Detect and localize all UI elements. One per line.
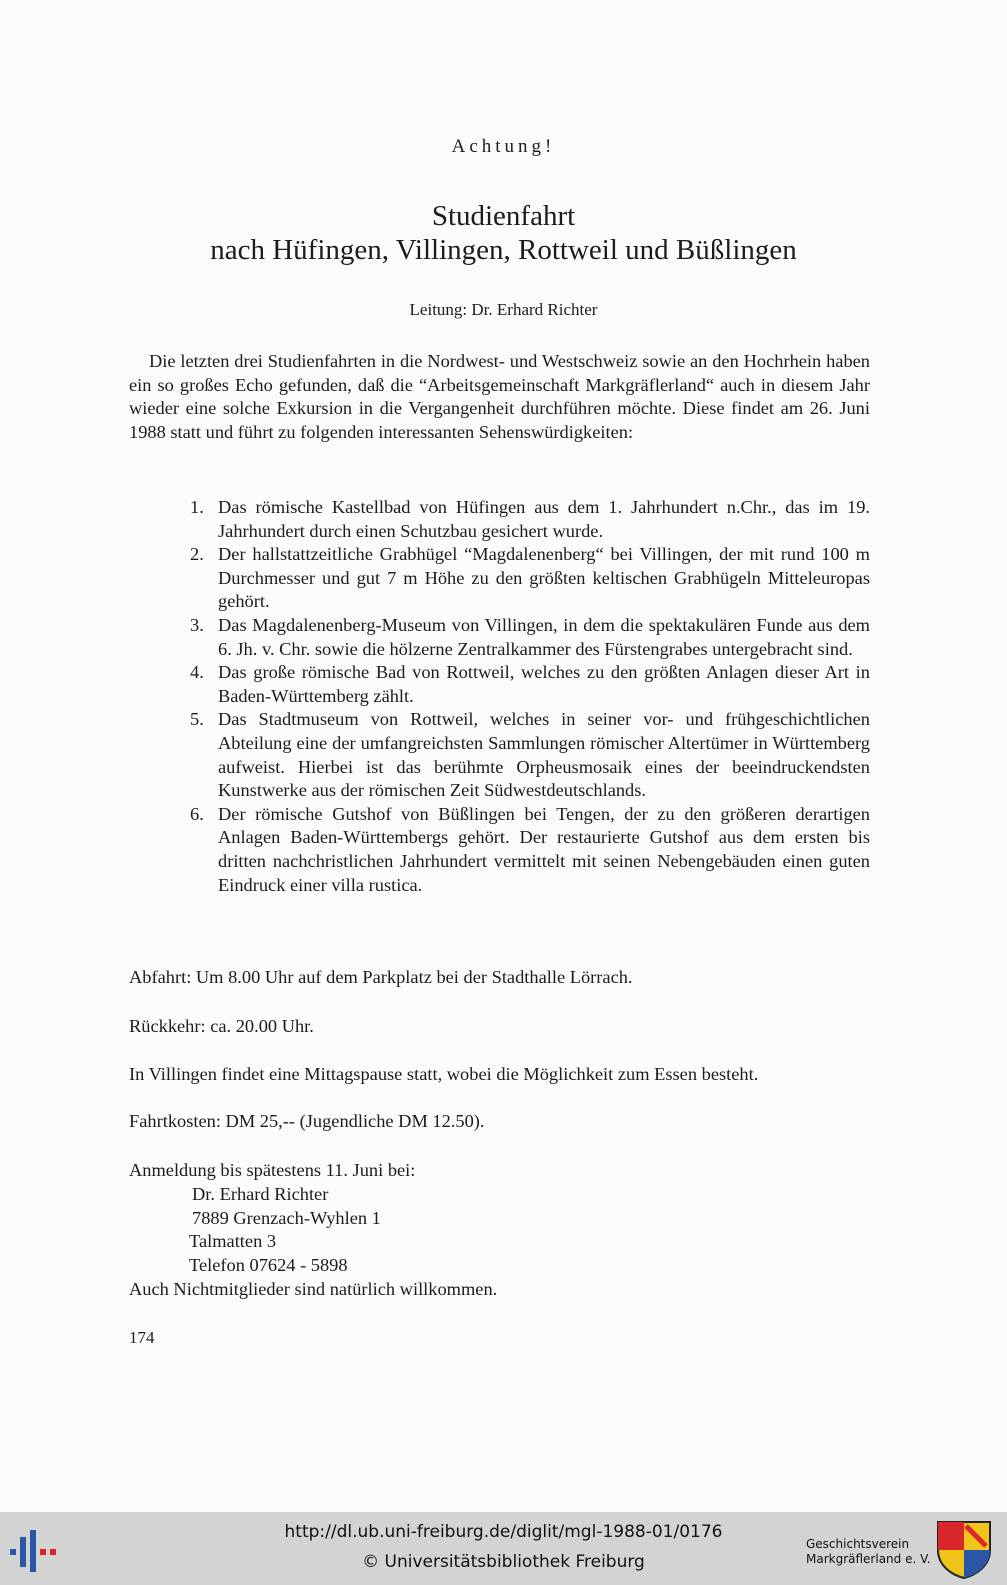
list-item-number: 4. [190, 662, 204, 683]
address-name: Dr. Erhard Richter [192, 1184, 329, 1204]
list-item [0, 803, 1007, 897]
list-item-number: 2. [190, 544, 204, 565]
list-item-number: 6. [190, 803, 204, 824]
costs-info: Fahrtkosten: DM 25,-- (Jugendliche DM 12.50). [129, 1111, 485, 1131]
departure-info: Abfahrt: Um 8.00 Uhr auf dem Parkplatz bei der Stadthalle Lörrach. [129, 967, 633, 987]
list-item-number: 5. [190, 709, 204, 730]
tour-leader: Leitung: Dr. Erhard Richter [409, 300, 598, 319]
sights-list [0, 496, 1007, 897]
list-item [0, 708, 1007, 802]
society-name-line2: Markgräflerland e. V. [806, 1552, 931, 1566]
list-item-text: Das römische Kastellbad von Hüfingen aus dem 1. Jahrhundert n.Chr., das im 19. Jahrhundert durch einen Schutzbau gesichert wurde. [218, 497, 870, 541]
list-item [0, 614, 1007, 661]
registration-info: Anmeldung bis spätestens 11. Juni bei: [129, 1160, 416, 1180]
address-street: Talmatten 3 [189, 1231, 277, 1251]
list-item-number: 1. [190, 497, 204, 517]
society-name-line1: Geschichtsverein [806, 1537, 910, 1551]
lunch-info: In Villingen findet eine Mittagspause statt, wobei die Möglichkeit zum Essen besteht. [129, 1064, 759, 1084]
return-info: Rückkehr: ca. 20.00 Uhr. [129, 1016, 314, 1036]
list-item-number: 3. [190, 614, 204, 635]
coat-of-arms-icon [936, 1520, 992, 1580]
list-item [0, 543, 1007, 614]
list-item-text: Das Magdalenenberg-Museum von Villingen, in dem die spektakulären Funde aus dem 6. Jh. v. Chr. sowie die hölzerne Zentralkammer des Fürstengrabes untergebracht sind. [218, 614, 870, 659]
list-item [0, 496, 1007, 543]
page-subtitle: nach Hüfingen, Villingen, Rottweil und Büßlingen [210, 234, 797, 266]
document-url-link[interactable]: http://dl.ub.uni-freiburg.de/diglit/mgl-1988-01/0176 [284, 1522, 723, 1542]
list-item [0, 661, 1007, 708]
page-number: 174 [129, 1328, 155, 1347]
list-item-text: Das große römische Bad von Rottweil, welches zu den größten Anlagen dieser Art in Baden-Württemberg zählt. [218, 662, 870, 706]
list-item-text: Das Stadtmuseum von Rottweil, welches in seiner vor- und frühgeschichtlichen Abteilung eine der umfangreichsten Sammlungen römischer Altertümer in Württemberg aufweist. Hierbei ist das berühmte Orpheusmosaik eines der beeindruckendsten Kunstwerke aus der römischen Zeit Südwestdeutschlands. [218, 709, 870, 801]
intro-paragraph: Die letzten drei Studienfahrten in die Nordwest- und Westschweiz sowie an den Hochrhein haben ein so großes Echo gefunden, daß die “Arbeitsgemeinschaft Markgräflerland“ auch in diesem Jahr wieder eine solche Exkursion in die Vergangenheit durchführen möchte. Diese findet am 26. Juni 1988 statt und führt zu folgenden interessanten Sehenswürdigkeiten: [129, 351, 870, 442]
society-name [806, 1537, 931, 1567]
address-city: 7889 Grenzach-Wyhlen 1 [192, 1208, 381, 1228]
address-phone: Telefon 07624 - 5898 [189, 1255, 348, 1275]
viewer-footer [0, 1512, 1007, 1585]
members-note: Auch Nichtmitglieder sind natürlich willkommen. [129, 1279, 498, 1299]
page-title: Studienfahrt [431, 200, 576, 232]
list-item-text: Der hallstattzeitliche Grabhügel “Magdalenenberg“ bei Villingen, der mit rund 100 m Durchmesser und gut 7 m Höhe zu den größten keltischen Grabhügeln Mitteleuropas gehört. [218, 544, 870, 612]
copyright-notice: © Universitätsbibliothek Freiburg [362, 1552, 645, 1572]
caution-heading: Achtung! [451, 136, 556, 157]
list-item-text: Der römische Gutshof von Büßlingen bei Tengen, der zu den größeren derartigen Anlagen Baden-Württembergs gehört. Der restaurierte Gutshof aus dem ersten bis dritten nachchristlichen Jahrhundert vermittelt mit seinen Nebengebäuden einen guten Eindruck einer villa rustica. [218, 803, 870, 895]
